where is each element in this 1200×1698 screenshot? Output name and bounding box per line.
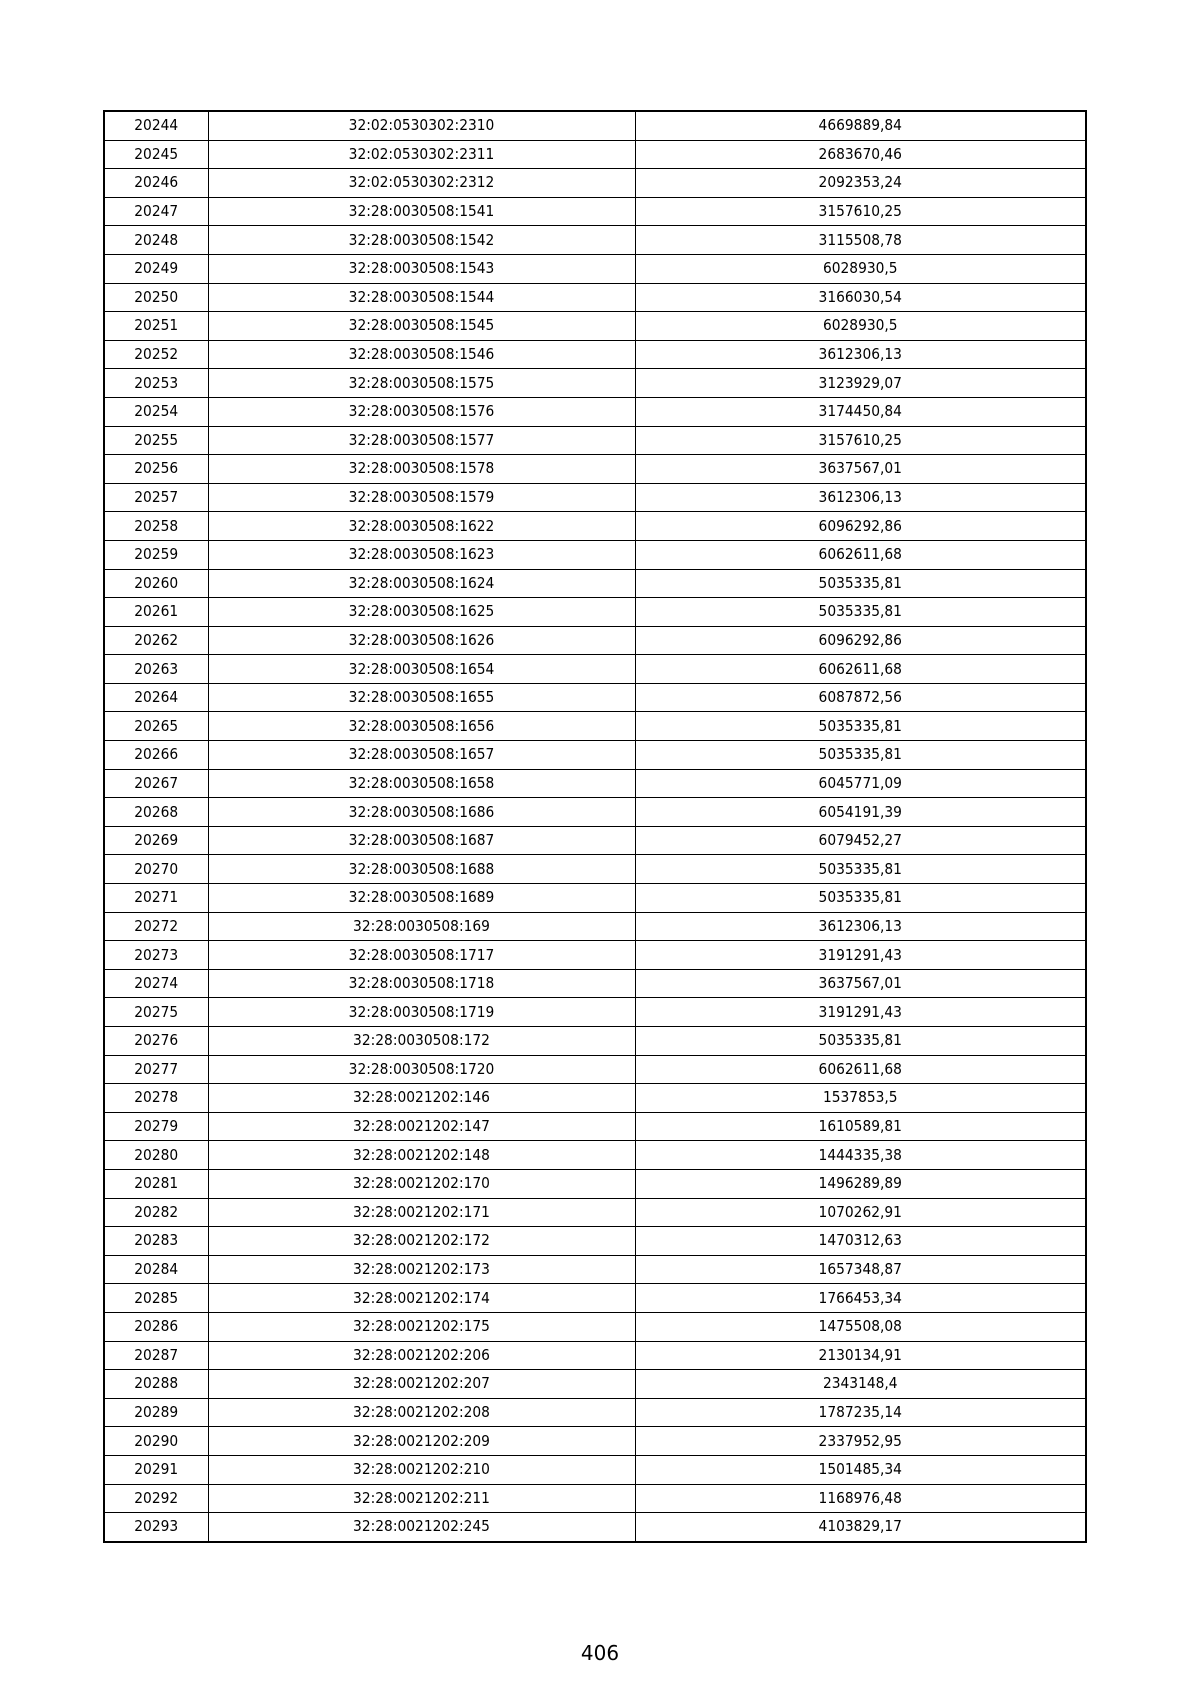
cadastral-number-cell: 32:28:0021202:208 (225, 1398, 618, 1427)
row-number-cell: 20258 (108, 512, 204, 541)
value-cell: 6087872,56 (653, 683, 1068, 712)
table-row (104, 798, 1086, 827)
value-cell: 4669889,84 (653, 111, 1068, 140)
value-cell: 1470312,63 (653, 1227, 1068, 1256)
table-row (104, 197, 1086, 226)
cadastral-number-cell: 32:28:0030508:1577 (225, 426, 618, 455)
row-number-cell: 20283 (108, 1227, 204, 1256)
value-cell: 1537853,5 (653, 1084, 1068, 1113)
value-cell: 6062611,68 (653, 655, 1068, 684)
cadastral-number-cell: 32:28:0030508:1542 (225, 226, 618, 255)
value-cell: 3637567,01 (653, 455, 1068, 484)
row-number-cell: 20277 (108, 1055, 204, 1084)
cadastral-number-cell: 32:02:0530302:2312 (225, 169, 618, 198)
row-number-cell: 20261 (108, 598, 204, 627)
row-number-cell: 20286 (108, 1312, 204, 1341)
table-row (104, 912, 1086, 941)
value-cell: 2130134,91 (653, 1341, 1068, 1370)
page-number: 406 (580, 1641, 620, 1665)
table-row (104, 426, 1086, 455)
cadastral-number-cell: 32:28:0021202:146 (225, 1084, 618, 1113)
table-row (104, 712, 1086, 741)
table-row (104, 741, 1086, 770)
value-cell: 1444335,38 (653, 1141, 1068, 1170)
value-cell: 3157610,25 (653, 197, 1068, 226)
cadastral-number-cell: 32:28:0021202:211 (225, 1484, 618, 1513)
cadastral-number-cell: 32:28:0030508:1625 (225, 598, 618, 627)
cadastral-number-cell: 32:28:0021202:171 (225, 1198, 618, 1227)
value-cell: 1168976,48 (653, 1484, 1068, 1513)
row-number-cell: 20257 (108, 483, 204, 512)
table-row (104, 1255, 1086, 1284)
value-cell: 3612306,13 (653, 912, 1068, 941)
row-number-cell: 20251 (108, 312, 204, 341)
value-cell: 1496289,89 (653, 1169, 1068, 1198)
cadastral-number-cell: 32:28:0030508:1546 (225, 340, 618, 369)
row-number-cell: 20287 (108, 1341, 204, 1370)
value-cell: 3191291,43 (653, 998, 1068, 1027)
table-row (104, 283, 1086, 312)
table-row (104, 969, 1086, 998)
row-number-cell: 20274 (108, 969, 204, 998)
value-cell: 4103829,17 (653, 1513, 1068, 1542)
row-number-cell: 20270 (108, 855, 204, 884)
value-cell: 5035335,81 (653, 1027, 1068, 1056)
cadastral-number-cell: 32:28:0030508:1720 (225, 1055, 618, 1084)
cadastral-number-cell: 32:02:0530302:2310 (225, 111, 618, 140)
table-row (104, 1427, 1086, 1456)
cadastral-number-cell: 32:28:0030508:1719 (225, 998, 618, 1027)
value-cell: 1610589,81 (653, 1112, 1068, 1141)
table-row (104, 941, 1086, 970)
value-cell: 5035335,81 (653, 712, 1068, 741)
cadastral-number-cell: 32:28:0030508:1541 (225, 197, 618, 226)
row-number-cell: 20265 (108, 712, 204, 741)
row-number-cell: 20273 (108, 941, 204, 970)
cadastral-number-cell: 32:28:0021202:209 (225, 1427, 618, 1456)
row-number-cell: 20271 (108, 884, 204, 913)
value-cell: 3612306,13 (653, 483, 1068, 512)
cadastral-number-cell: 32:28:0030508:1576 (225, 397, 618, 426)
value-cell: 5035335,81 (653, 569, 1068, 598)
value-cell: 3612306,13 (653, 340, 1068, 369)
row-number-cell: 20268 (108, 798, 204, 827)
cadastral-number-cell: 32:28:0021202:170 (225, 1169, 618, 1198)
table-row (104, 140, 1086, 169)
row-number-cell: 20284 (108, 1255, 204, 1284)
table-row (104, 1341, 1086, 1370)
cadastral-number-cell: 32:28:0030508:1578 (225, 455, 618, 484)
value-cell: 1501485,34 (653, 1455, 1068, 1484)
value-cell: 5035335,81 (653, 741, 1068, 770)
table-row (104, 769, 1086, 798)
row-number-cell: 20272 (108, 912, 204, 941)
table-row (104, 826, 1086, 855)
table-row (104, 855, 1086, 884)
row-number-cell: 20285 (108, 1284, 204, 1313)
row-number-cell: 20291 (108, 1455, 204, 1484)
cadastral-number-cell: 32:28:0030508:1718 (225, 969, 618, 998)
cadastral-number-cell: 32:28:0021202:206 (225, 1341, 618, 1370)
row-number-cell: 20260 (108, 569, 204, 598)
value-cell: 6079452,27 (653, 826, 1068, 855)
value-cell: 6054191,39 (653, 798, 1068, 827)
row-number-cell: 20249 (108, 254, 204, 283)
table-row (104, 1284, 1086, 1313)
value-cell: 3637567,01 (653, 969, 1068, 998)
row-number-cell: 20244 (108, 111, 204, 140)
row-number-cell: 20246 (108, 169, 204, 198)
cadastral-number-cell: 32:28:0030508:1687 (225, 826, 618, 855)
cadastral-number-cell: 32:28:0030508:1626 (225, 626, 618, 655)
cadastral-number-cell: 32:28:0030508:1658 (225, 769, 618, 798)
cadastral-number-cell: 32:28:0021202:174 (225, 1284, 618, 1313)
row-number-cell: 20259 (108, 540, 204, 569)
table-row (104, 1112, 1086, 1141)
value-cell: 1766453,34 (653, 1284, 1068, 1313)
table-row (104, 626, 1086, 655)
cadastral-number-cell: 32:28:0030508:172 (225, 1027, 618, 1056)
table-row (104, 1141, 1086, 1170)
cadastral-number-cell: 32:28:0030508:1689 (225, 884, 618, 913)
table-row (104, 1455, 1086, 1484)
cadastral-number-cell: 32:28:0030508:1624 (225, 569, 618, 598)
table-row (104, 1084, 1086, 1113)
value-cell: 6062611,68 (653, 540, 1068, 569)
value-cell: 3174450,84 (653, 397, 1068, 426)
value-cell: 1787235,14 (653, 1398, 1068, 1427)
table-row (104, 1398, 1086, 1427)
cadastral-number-cell: 32:28:0021202:245 (225, 1513, 618, 1542)
row-number-cell: 20254 (108, 397, 204, 426)
table-row (104, 340, 1086, 369)
cadastral-number-cell: 32:28:0030508:1579 (225, 483, 618, 512)
cadastral-number-cell: 32:28:0021202:207 (225, 1370, 618, 1399)
table-row (104, 1198, 1086, 1227)
row-number-cell: 20263 (108, 655, 204, 684)
cadastral-number-cell: 32:28:0030508:1544 (225, 283, 618, 312)
row-number-cell: 20288 (108, 1370, 204, 1399)
row-number-cell: 20289 (108, 1398, 204, 1427)
row-number-cell: 20245 (108, 140, 204, 169)
row-number-cell: 20248 (108, 226, 204, 255)
table-row (104, 540, 1086, 569)
value-cell: 6096292,86 (653, 512, 1068, 541)
cadastral-number-cell: 32:28:0030508:1543 (225, 254, 618, 283)
value-cell: 5035335,81 (653, 598, 1068, 627)
value-cell: 5035335,81 (653, 855, 1068, 884)
value-cell: 1070262,91 (653, 1198, 1068, 1227)
table-row (104, 998, 1086, 1027)
value-cell: 5035335,81 (653, 884, 1068, 913)
value-cell: 3123929,07 (653, 369, 1068, 398)
cadastral-number-cell: 32:28:0030508:1655 (225, 683, 618, 712)
row-number-cell: 20253 (108, 369, 204, 398)
cadastral-number-cell: 32:02:0530302:2311 (225, 140, 618, 169)
row-number-cell: 20275 (108, 998, 204, 1027)
value-cell: 2343148,4 (653, 1370, 1068, 1399)
cadastral-number-cell: 32:28:0030508:1657 (225, 741, 618, 770)
cadastral-number-cell: 32:28:0021202:147 (225, 1112, 618, 1141)
table-row (104, 1370, 1086, 1399)
cadastral-number-cell: 32:28:0030508:1623 (225, 540, 618, 569)
table-row (104, 397, 1086, 426)
cadastral-number-cell: 32:28:0030508:1717 (225, 941, 618, 970)
table-row (104, 683, 1086, 712)
row-number-cell: 20250 (108, 283, 204, 312)
table-row (104, 1169, 1086, 1198)
table-row (104, 1055, 1086, 1084)
value-cell: 6045771,09 (653, 769, 1068, 798)
row-number-cell: 20279 (108, 1112, 204, 1141)
table-row (104, 455, 1086, 484)
value-cell: 2337952,95 (653, 1427, 1068, 1456)
table-row (104, 1484, 1086, 1513)
row-number-cell: 20276 (108, 1027, 204, 1056)
table-row (104, 1027, 1086, 1056)
table-body (104, 111, 1086, 1542)
cadastral-number-cell: 32:28:0021202:173 (225, 1255, 618, 1284)
row-number-cell: 20262 (108, 626, 204, 655)
row-number-cell: 20290 (108, 1427, 204, 1456)
row-number-cell: 20255 (108, 426, 204, 455)
table-row (104, 512, 1086, 541)
table-row (104, 569, 1086, 598)
cadastral-number-cell: 32:28:0030508:169 (225, 912, 618, 941)
table-row (104, 655, 1086, 684)
table-row (104, 226, 1086, 255)
table-row (104, 312, 1086, 341)
cadastral-number-cell: 32:28:0030508:1622 (225, 512, 618, 541)
cadastral-number-cell: 32:28:0030508:1654 (225, 655, 618, 684)
table-row (104, 1513, 1086, 1542)
cadastral-number-cell: 32:28:0030508:1656 (225, 712, 618, 741)
row-number-cell: 20269 (108, 826, 204, 855)
row-number-cell: 20256 (108, 455, 204, 484)
row-number-cell: 20282 (108, 1198, 204, 1227)
row-number-cell: 20267 (108, 769, 204, 798)
table-row (104, 169, 1086, 198)
row-number-cell: 20264 (108, 683, 204, 712)
cadastral-value-table (103, 110, 1087, 1543)
table-row (104, 111, 1086, 140)
cadastral-number-cell: 32:28:0021202:175 (225, 1312, 618, 1341)
cadastral-number-cell: 32:28:0030508:1575 (225, 369, 618, 398)
value-cell: 3115508,78 (653, 226, 1068, 255)
value-cell: 6096292,86 (653, 626, 1068, 655)
row-number-cell: 20278 (108, 1084, 204, 1113)
cadastral-number-cell: 32:28:0030508:1688 (225, 855, 618, 884)
cadastral-number-cell: 32:28:0030508:1686 (225, 798, 618, 827)
value-cell: 3191291,43 (653, 941, 1068, 970)
row-number-cell: 20266 (108, 741, 204, 770)
row-number-cell: 20293 (108, 1513, 204, 1542)
cadastral-number-cell: 32:28:0021202:172 (225, 1227, 618, 1256)
row-number-cell: 20281 (108, 1169, 204, 1198)
value-cell: 3157610,25 (653, 426, 1068, 455)
table-row (104, 369, 1086, 398)
table-row (104, 598, 1086, 627)
value-cell: 1657348,87 (653, 1255, 1068, 1284)
table-row (104, 884, 1086, 913)
table-row (104, 1227, 1086, 1256)
row-number-cell: 20280 (108, 1141, 204, 1170)
value-cell: 1475508,08 (653, 1312, 1068, 1341)
row-number-cell: 20252 (108, 340, 204, 369)
table-row (104, 254, 1086, 283)
value-cell: 2092353,24 (653, 169, 1068, 198)
cadastral-number-cell: 32:28:0030508:1545 (225, 312, 618, 341)
cadastral-number-cell: 32:28:0021202:148 (225, 1141, 618, 1170)
value-cell: 2683670,46 (653, 140, 1068, 169)
value-cell: 6062611,68 (653, 1055, 1068, 1084)
value-cell: 3166030,54 (653, 283, 1068, 312)
table-row (104, 1312, 1086, 1341)
value-cell: 6028930,5 (653, 254, 1068, 283)
value-cell: 6028930,5 (653, 312, 1068, 341)
row-number-cell: 20247 (108, 197, 204, 226)
table-row (104, 483, 1086, 512)
cadastral-number-cell: 32:28:0021202:210 (225, 1455, 618, 1484)
row-number-cell: 20292 (108, 1484, 204, 1513)
